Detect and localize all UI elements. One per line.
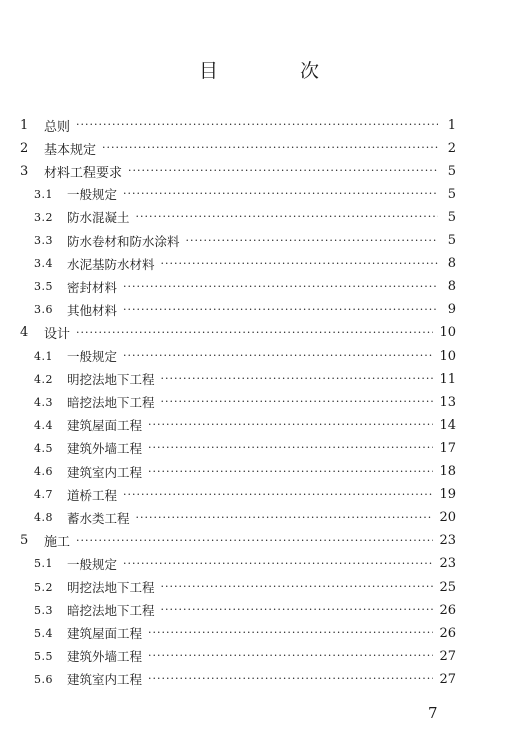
- toc-entry[interactable]: [20, 391, 456, 413]
- toc-entry[interactable]: [20, 253, 456, 275]
- toc-entry-title: 明挖法地下工程: [67, 372, 155, 388]
- toc-entry-title: 建筑外墙工程: [67, 649, 143, 665]
- toc-entry-title: 建筑屋面工程: [67, 418, 143, 434]
- toc-entry-number: 3.3: [34, 234, 53, 247]
- toc-entry-page: 19: [439, 487, 456, 503]
- toc-entry-number: 4.1: [34, 349, 53, 363]
- toc-entry-page: 27: [439, 648, 456, 664]
- toc-entry-title: 建筑屋面工程: [67, 626, 143, 642]
- toc-entry-title: 明挖法地下工程: [67, 580, 155, 595]
- toc-entry-page: 18: [439, 464, 456, 479]
- toc-entry-number: 5.5: [34, 649, 53, 663]
- toc-entry-page: 5: [447, 233, 456, 248]
- toc-entry-title: 水泥基防水材料: [67, 256, 155, 272]
- toc-entry-page: 20: [439, 510, 456, 526]
- toc-entry[interactable]: [20, 114, 456, 136]
- toc-dot-leader: [123, 557, 433, 571]
- toc-entry-title: 密封材料: [67, 279, 118, 295]
- toc-dot-leader: [161, 603, 434, 617]
- toc-dot-leader: [136, 210, 438, 224]
- toc-dot-leader: [148, 441, 433, 455]
- toc-entry-number: 4.3: [34, 395, 53, 409]
- toc-entry-page: 23: [439, 533, 456, 549]
- toc-entry[interactable]: [20, 461, 456, 483]
- toc-entry-page: 10: [439, 325, 456, 341]
- toc-entry-number: 3.6: [34, 303, 53, 317]
- toc-entry-title: 其他材料: [67, 302, 118, 318]
- toc-entry-number: 4.2: [34, 372, 53, 386]
- toc-entry-title: 防水卷材和防水涂料: [67, 233, 180, 249]
- toc-entry-page: 25: [439, 579, 456, 595]
- toc-entry-page: 23: [439, 556, 456, 572]
- toc-dot-leader: [148, 672, 433, 686]
- toc-entry-number: 4.6: [34, 465, 53, 478]
- toc-entry-title: 道桥工程: [67, 487, 118, 503]
- toc-entry-title: 总则: [44, 119, 71, 135]
- toc-entry-title: 基本规定: [44, 142, 97, 158]
- toc-entry-page: 5: [447, 209, 456, 225]
- toc-entry[interactable]: [20, 345, 456, 367]
- toc-entry-title: 建筑外墙工程: [67, 441, 143, 457]
- toc-entry[interactable]: [20, 276, 456, 298]
- toc-entry-page: 17: [439, 440, 456, 456]
- toc-dot-leader: [76, 326, 433, 340]
- toc-entry-number: 4.7: [34, 488, 53, 502]
- toc-entry-page: 9: [447, 302, 456, 318]
- toc-dot-leader: [148, 626, 433, 640]
- toc-entry-number: 5.6: [34, 672, 53, 686]
- toc-entry[interactable]: [20, 530, 456, 552]
- toc-entry-number: 4.4: [34, 418, 53, 432]
- toc-dot-leader: [128, 164, 438, 178]
- toc-entry-title: 施工: [44, 535, 71, 551]
- toc-dot-leader: [123, 187, 438, 201]
- toc-dot-leader: [123, 488, 433, 502]
- toc-dot-leader: [161, 580, 434, 594]
- toc-entry-number: 5.1: [34, 557, 53, 571]
- toc-entry-number: 3.4: [34, 257, 53, 271]
- toc-dot-leader: [136, 511, 434, 525]
- toc-entry-number: 3.1: [34, 187, 53, 201]
- toc-entry-page: 27: [439, 671, 456, 687]
- toc-dot-leader: [123, 280, 438, 294]
- toc-entry-title: 一般规定: [67, 349, 118, 364]
- toc-entry-title: 建筑室内工程: [67, 672, 143, 688]
- toc-entry-page: 11: [439, 371, 456, 387]
- toc-entry-number: 4.5: [34, 441, 53, 455]
- toc-entry-number: 4: [20, 325, 29, 341]
- toc-dot-leader: [76, 118, 438, 132]
- toc-entry-title: 蓄水类工程: [67, 510, 130, 526]
- page-number: 7: [428, 704, 438, 722]
- toc-entry-number: 5.3: [34, 603, 53, 617]
- toc-entry-title: 暗挖法地下工程: [67, 395, 155, 411]
- toc-entry[interactable]: [20, 576, 456, 598]
- toc-entry-title: 建筑室内工程: [67, 464, 143, 480]
- toc-entry[interactable]: [20, 622, 456, 644]
- toc-dot-leader: [76, 534, 433, 548]
- toc-entry-title: 防水混凝土: [67, 210, 130, 226]
- toc-entry[interactable]: [20, 230, 456, 252]
- toc-entry[interactable]: [20, 645, 456, 667]
- toc-entry-page: 5: [447, 163, 456, 179]
- toc-dot-leader: [123, 349, 433, 363]
- toc-entry[interactable]: [20, 160, 456, 182]
- toc-entry-number: 3.5: [34, 280, 53, 294]
- toc-entry-number: 4.8: [34, 511, 53, 525]
- toc-entry[interactable]: [20, 668, 456, 690]
- toc-entry-number: 3: [20, 163, 29, 179]
- toc-entry-page: 5: [447, 186, 456, 202]
- toc-entry-title: 一般规定: [67, 556, 118, 572]
- toc-entry-page: 26: [439, 625, 456, 641]
- toc-entry[interactable]: [20, 414, 456, 436]
- toc-entry-page: 8: [447, 279, 456, 295]
- toc-entry-page: 26: [439, 602, 456, 618]
- toc-entry-page: 2: [447, 140, 456, 156]
- toc-entry-page: 8: [447, 256, 456, 272]
- toc-entry[interactable]: [20, 507, 456, 529]
- toc-dot-leader: [148, 418, 433, 432]
- toc-entry[interactable]: [20, 299, 456, 321]
- toc-dot-leader: [148, 649, 433, 663]
- toc-entry[interactable]: [20, 599, 456, 621]
- toc-dot-leader: [186, 234, 438, 248]
- toc-entry-title: 一般规定: [67, 187, 118, 203]
- toc-entry[interactable]: [20, 368, 456, 390]
- toc-dot-leader: [161, 395, 434, 409]
- toc-entry-title: 材料工程要求: [44, 165, 123, 181]
- toc-entry[interactable]: [20, 183, 456, 205]
- page-title: 目 次: [198, 60, 358, 82]
- toc-entry-page: 1: [447, 117, 456, 133]
- toc-entry-number: 1: [20, 117, 29, 133]
- toc-entry-number: 3.2: [34, 210, 53, 224]
- toc-entry[interactable]: [20, 553, 456, 575]
- toc-dot-leader: [161, 372, 434, 386]
- toc-entry-page: 14: [439, 417, 456, 433]
- toc-entry-number: 5: [20, 533, 29, 549]
- toc-entry[interactable]: [20, 322, 456, 344]
- toc-entry-number: 2: [20, 140, 29, 156]
- toc-entry[interactable]: [20, 206, 456, 228]
- toc-entry-page: 10: [439, 348, 456, 364]
- toc-entry-title: 设计: [44, 327, 71, 343]
- toc-entry-page: 13: [439, 394, 456, 410]
- toc-dot-leader: [123, 303, 438, 317]
- toc-dot-leader: [148, 465, 433, 479]
- toc-dot-leader: [102, 141, 438, 155]
- toc-entry-title: 暗挖法地下工程: [67, 603, 155, 619]
- toc-entry[interactable]: [20, 484, 456, 506]
- toc-entry[interactable]: [20, 437, 456, 459]
- toc-entry[interactable]: [20, 137, 456, 159]
- toc-entry-number: 5.4: [34, 626, 53, 640]
- toc-dot-leader: [161, 257, 438, 271]
- toc-entry-number: 5.2: [34, 580, 53, 594]
